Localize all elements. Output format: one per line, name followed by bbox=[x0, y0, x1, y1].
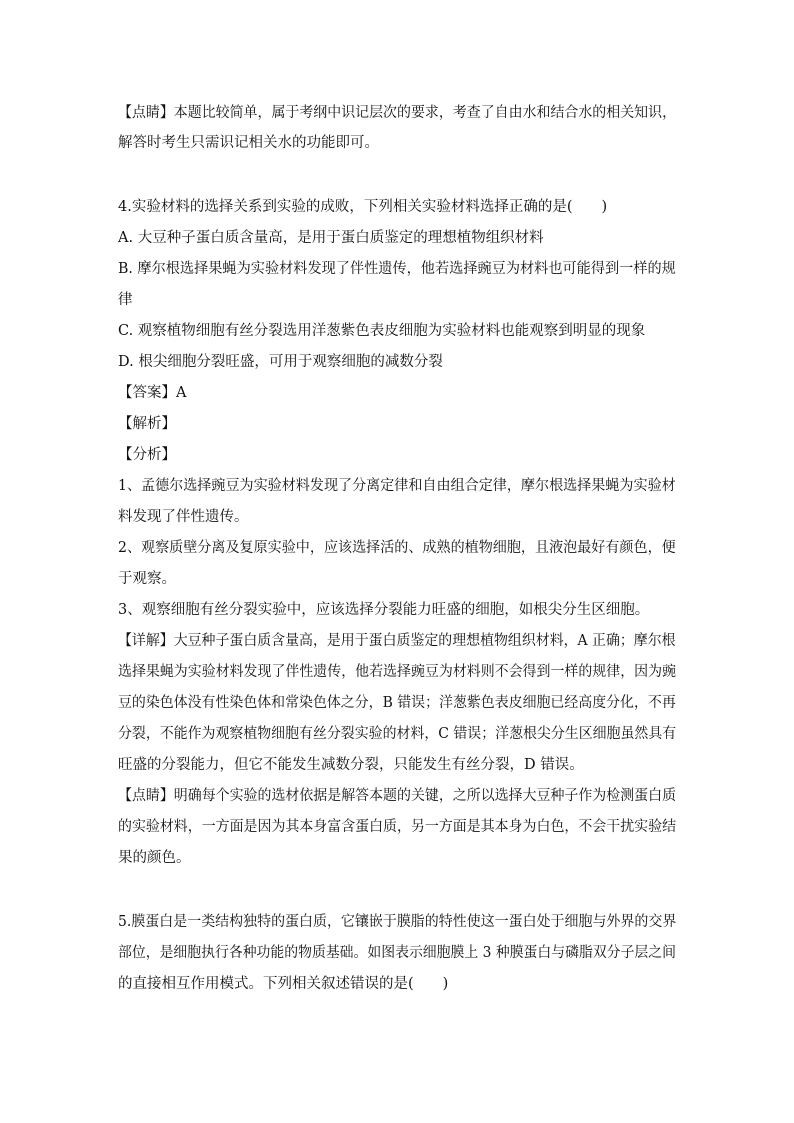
q4-detail-line1: 【详解】大豆种子蛋白质含量高，是用于蛋白质鉴定的理想植物组织材料，A 正确；摩尔根 bbox=[118, 633, 676, 649]
q4-detail-line5: 旺盛的分裂能力，但它不能发生减数分裂，只能发生有丝分裂，D 错误。 bbox=[118, 757, 584, 773]
q5-stem-line3: 的直接相互作用模式。下列相关叙述错误的是( ) bbox=[118, 976, 449, 992]
q4-option-c: C. 观察植物细胞有丝分裂选用洋葱紫色表皮细胞为实验材料也能观察到明显的现象 bbox=[118, 323, 646, 339]
tip1-line2: 解答时考生只需识记相关水的功能即可。 bbox=[118, 135, 379, 151]
q5-stem-line1: 5.膜蛋白是一类结构独特的蛋白质，它镶嵌于膜脂的特性使这一蛋白处于细胞与外界的交界 bbox=[118, 914, 677, 930]
tip1-line1: 【点睛】本题比较简单，属于考纲中识记层次的要求，考查了自由水和结合水的相关知识， bbox=[118, 105, 677, 121]
q4-analysis-1-line2: 料发现了伴性遗传。 bbox=[118, 509, 249, 525]
q4-option-a: A. 大豆种子蛋白质含量高，是用于蛋白质鉴定的理想植物组织材料 bbox=[118, 230, 544, 246]
q4-option-b-line2: 律 bbox=[118, 292, 133, 308]
q4-tip-line3: 果的颜色。 bbox=[118, 850, 191, 866]
q4-analysis-1-line1: 1、孟德尔选择豌豆为实验材料发现了分离定律和自由组合定律，摩尔根选择果蝇为实验材 bbox=[118, 478, 676, 494]
q4-option-d: D. 根尖细胞分裂旺盛，可用于观察细胞的减数分裂 bbox=[118, 354, 443, 370]
q4-detail-line3: 豆的染色体没有性染色体和常染色体之分，B 错误；洋葱紫色表皮细胞已经高度分化，不再 bbox=[118, 695, 676, 711]
q4-analysis-3: 3、观察细胞有丝分裂实验中，应该选择分裂能力旺盛的细胞，如根尖分生区细胞。 bbox=[118, 602, 650, 618]
q4-detail-line2: 选择果蝇为实验材料发现了伴性遗传，他若选择豌豆为材料则不会得到一样的规律，因为豌 bbox=[118, 664, 677, 680]
q4-analysis-2-line1: 2、观察质壁分离及复原实验中，应该选择活的、成熟的植物细胞，且液泡最好有颜色，便 bbox=[118, 540, 676, 556]
q4-stem: 4.实验材料的选择关系到实验的成败，下列相关实验材料选择正确的是( ) bbox=[118, 199, 608, 215]
q4-detail-line4: 分裂，不能作为观察植物细胞有丝分裂实验的材料，C 错误；洋葱根尖分生区细胞虽然具有 bbox=[118, 726, 677, 742]
q4-option-b-line1: B. 摩尔根选择果蝇为实验材料发现了伴性遗传，他若选择豌豆为材料也可能得到一样的规 bbox=[118, 261, 676, 277]
q4-answer: 【答案】A bbox=[118, 385, 187, 401]
q5-stem-line2: 部位，是细胞执行各种功能的物质基础。如图表示细胞膜上 3 种膜蛋白与磷脂双分子层之间 bbox=[118, 945, 676, 961]
q4-tip-line2: 的实验材料，一方面是因为其本身富含蛋白质，另一方面是其本身为白色，不会干扰实验结 bbox=[118, 819, 677, 835]
q4-fenxi-heading: 【分析】 bbox=[118, 447, 176, 463]
q4-tip-line1: 【点睛】明确每个实验的选材依据是解答本题的关键，之所以选择大豆种子作为检测蛋白质 bbox=[118, 788, 677, 804]
q4-jiexi-heading: 【解析】 bbox=[118, 416, 176, 432]
q4-analysis-2-line2: 于观察。 bbox=[118, 571, 176, 587]
